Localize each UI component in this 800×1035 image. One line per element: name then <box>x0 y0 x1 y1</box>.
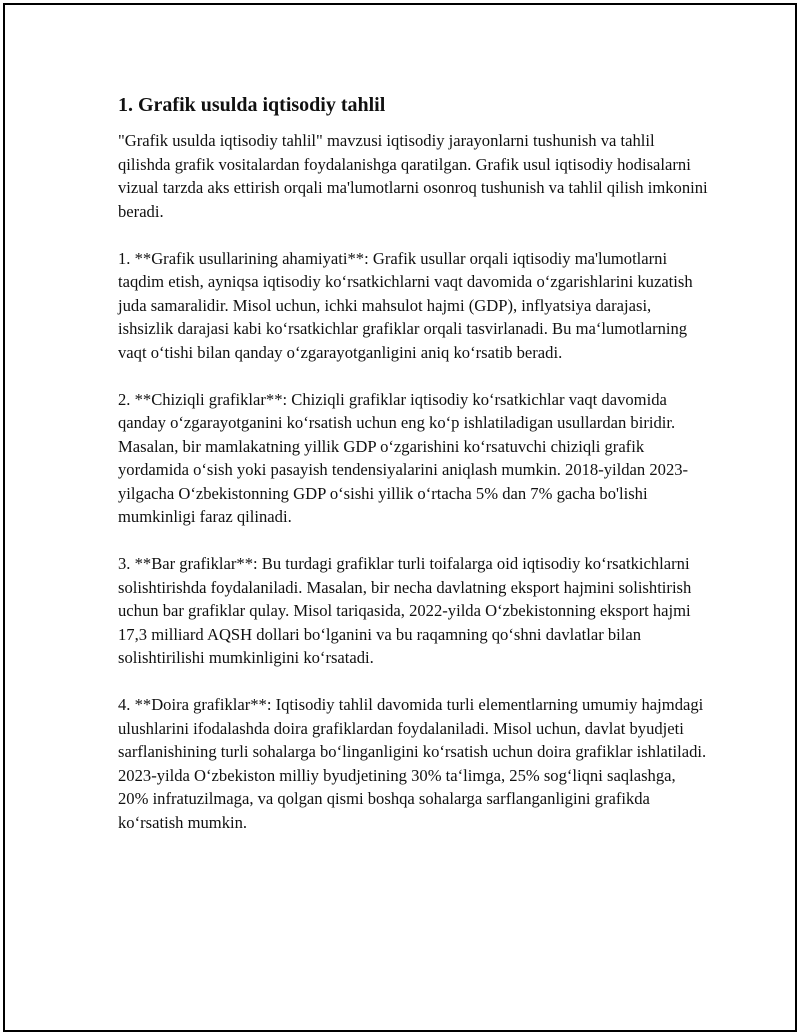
paragraph-grafik-usullar-ahamiyati: 1. **Grafik usullarining ahamiyati**: Grafik usullar orqali iqtisodiy ma'lumotlarni taqdim etish, ayniqsa iqtisodiy koʻrsatkichlarni vaqt davomida oʻzgarishlarini kuzatish juda samaralidir. Misol uchun, ichki mahsulot hajmi (GDP), inflyatsiya darajasi, ishsizlik darajasi kabi koʻrsatkichlar grafiklar orqali tasvirlanadi. Bu maʻlumotlarning vaqt oʻtishi bilan qanday oʻzgarayotganligini aniq koʻrsatib beradi. <box>118 248 693 362</box>
document-title: 1. Grafik usulda iqtisodiy tahlil <box>118 94 386 116</box>
intro-paragraph: "Grafik usulda iqtisodiy tahlil" mavzusi iqtisodiy jarayonlarni tushunish va tahlil qilishda grafik vositalardan foydalanishga qaratilgan. Grafik usul iqtisodiy hodisalarni vizual tarzda aks ettirish orqali ma'lumotlarni osonroq tushunish va tahlil qilish imkonini beradi. <box>118 131 708 221</box>
paragraph-doira-grafiklar: 4. **Doira grafiklar**: Iqtisodiy tahlil davomida turli elementlarning umumiy hajmdagi ulushlarini ifodalashda doira grafiklardan foydalaniladi. Misol uchun, davlat byudjeti sarflanishining turli sohalarga boʻlinganligini koʻrsatish uchun doira grafiklar ishlatiladi. 2023-yilda Oʻzbekiston milliy byudjetining 30% taʻlimga, 25% sogʻliqni saqlashga, 20% infratuzilmaga, va qolgan qismi boshqa sohalarga sarflanganligini grafikda koʻrsatish mumkin. <box>118 695 707 832</box>
paragraph-bar-grafiklar: 3. **Bar grafiklar**: Bu turdagi grafiklar turli toifalarga oid iqtisodiy koʻrsatkichlarni solishtirishda foydalaniladi. Masalan, bir necha davlatning eksport hajmini solishtirish uchun bar grafiklar qulay. Misol tariqasida, 2022-yilda Oʻzbekistonning eksport hajmi 17,3 milliard AQSH dollari boʻlganini va bu raqamning qoʻshni davlatlar bilan solishtirilishi mumkinligini koʻrsatadi. <box>118 554 692 667</box>
paragraph-chiziqli-grafiklar: 2. **Chiziqli grafiklar**: Chiziqli grafiklar iqtisodiy koʻrsatkichlar vaqt davomida qanday oʻzgarayotganini koʻrsatish uchun eng koʻp ishlatiladigan usullardan biridir. Masalan, bir mamlakatning yillik GDP oʻzgarishini koʻrsatuvchi chiziqli grafik yordamida oʻsish yoki pasayish tendensiyalarini aniqlash mumkin. 2018-yildan 2023-yilgacha Oʻzbekistonning GDP oʻsishi yillik oʻrtacha 5% dan 7% gacha bo'lishi mumkinligi faraz qilinadi. <box>118 389 689 526</box>
document-body <box>118 93 708 858</box>
